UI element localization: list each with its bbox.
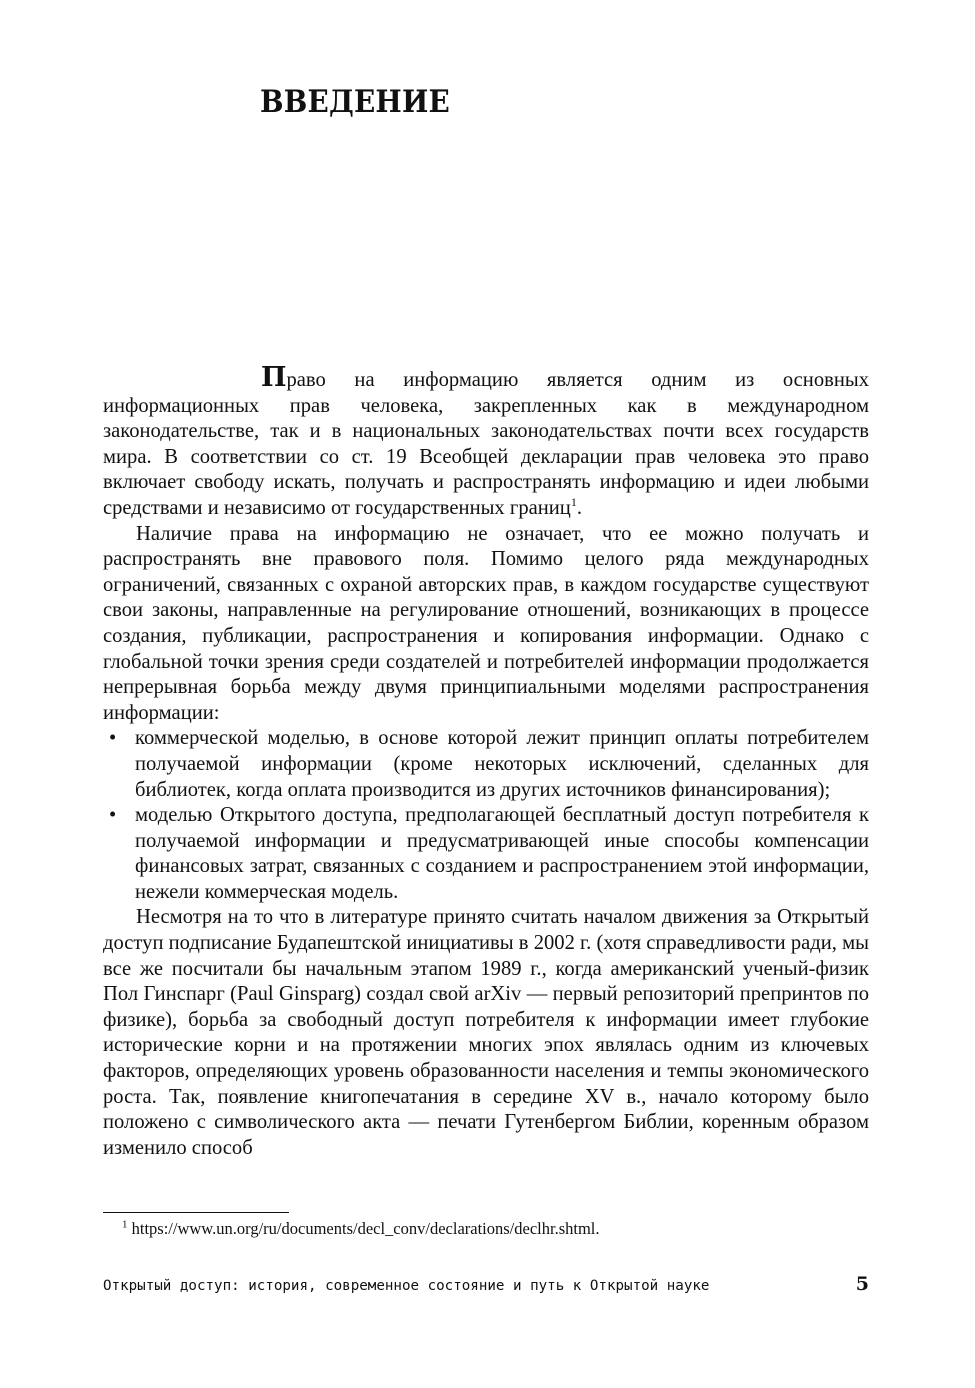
body-text <box>103 362 869 1161</box>
footnote-reference[interactable]: 1 <box>570 495 577 510</box>
chapter-heading: ВВЕДЕНИЕ <box>260 84 450 120</box>
footnote-divider <box>103 1212 289 1213</box>
drop-cap: П <box>261 362 287 393</box>
bullet-list <box>103 726 869 905</box>
running-footer-title: Открытый доступ: история, современное состояние и путь к Открытой науке <box>103 1278 710 1294</box>
footnote <box>122 1218 600 1240</box>
paragraph-3: Несмотря на то что в литературе принято считать началом движения за Открытый доступ подписание Будапештской инициативы в 2002 г. (хотя справедливости ради, мы все же посчитали бы начальным этапом 1989 г., когда американский ученый-физик Пол Гинспарг (Paul Ginsparg) создал свой arXiv — первый репозиторий препринтов по физике), борьба за свободный доступ потребителя к информации имеет глубокие исторические корни и на протяжении многих эпох являлась одним из ключевых факторов, определяющих уровень образованности населения и темпы экономического роста. Так, появление книгопечатания в середине XV в., начало которому было положено с символического акта — печати Гутенбергом Библии, коренным образом изменило способ <box>103 906 869 1159</box>
list-item-text: моделью Открытого доступа, предполагающей бесплатный доступ потребителя к получаемой информации и предусматривающей иные способы компенсации финансовых затрат, связанных с созданием и распространением этой информации, нежели коммерческая модель. <box>135 804 869 903</box>
bullet-icon: • <box>109 804 117 827</box>
list-item <box>103 726 869 803</box>
list-item <box>103 803 869 905</box>
paragraph-2: Наличие права на информацию не означает, что ее можно получать и распространять вне правового поля. Помимо целого ряда международных ограничений, связанных с охраной авторских прав, в каждом государстве существуют свои законы, направленные на регулирование отношений, возникающих в процессе создания, публикации, распространения и копирования информации. Однако с глобальной точки зрения среди создателей и потребителей информации продолжается непрерывная борьба между двумя принципиальными моделями распространения информации: <box>103 522 869 724</box>
page-number: 5 <box>855 1273 869 1295</box>
paragraph-1 <box>103 362 869 522</box>
bullet-icon: • <box>109 727 117 750</box>
footnote-number: 1 <box>122 1218 128 1231</box>
paragraph-1-end: . <box>576 496 582 519</box>
list-item-text: коммерческой моделью, в основе которой лежит принцип оплаты потребителем получаемой информации (кроме некоторых исключений, сделанных для библиотек, когда оплата производится из других источников финансирования); <box>135 727 869 801</box>
paragraph-1-text: раво на информацию является одним из основных информационных прав человека, закрепленных как в международном законодательстве, так и в национальных законодательствах почти всех государств мира. В соответствии со ст. 19 Всеобщей декларации прав человека это право включает свободу искать, получать и распространять информацию и идеи любыми средствами и независимо от государственных границ <box>103 369 869 519</box>
footnote-link[interactable]: https://www.un.org/ru/documents/decl_conv/declarations/declhr.shtml. <box>131 1219 600 1238</box>
